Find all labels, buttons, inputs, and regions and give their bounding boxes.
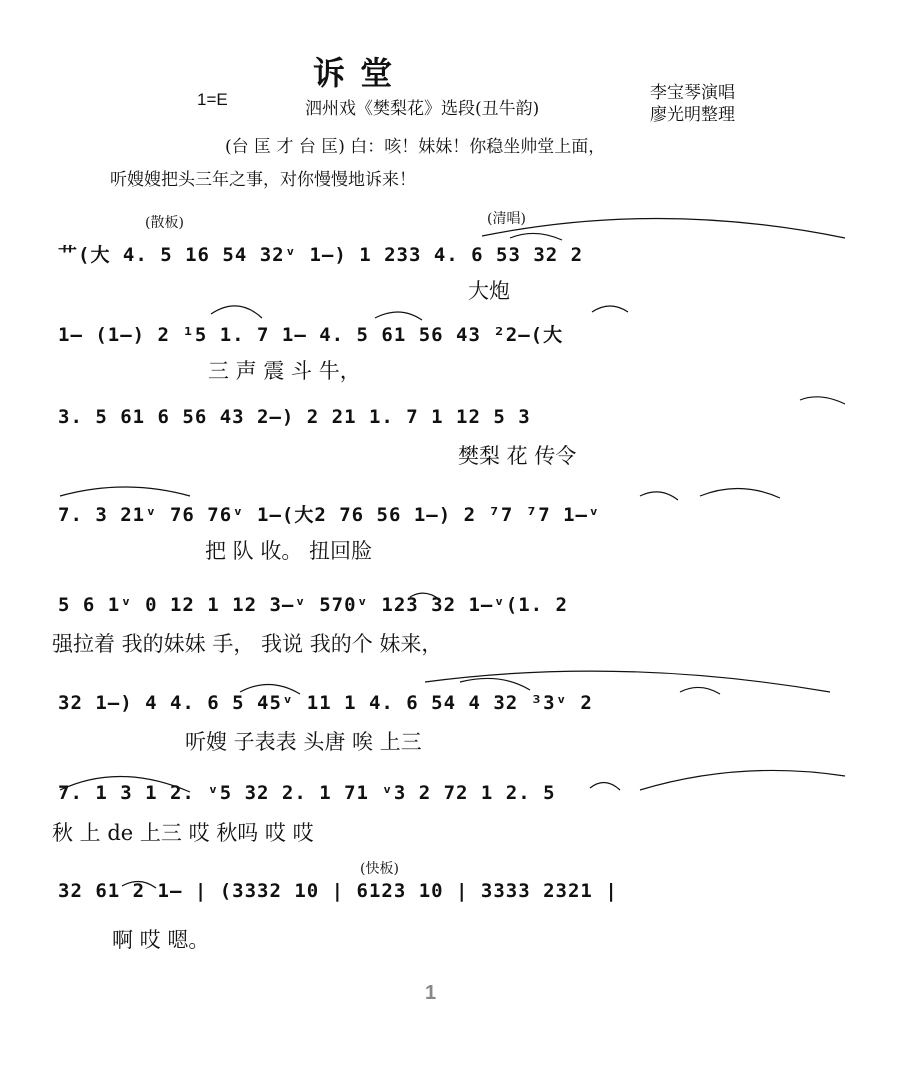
song-title: 诉 堂 [313,54,395,92]
page-number: 1 [425,982,437,1004]
lyrics-system-4: 把 队 收。 扭回脸 [205,539,373,563]
notation-system-1: 艹(大 4. 5 16 54 32ᵛ 1—) 1 233 4. 6 53 32 2 [58,244,584,266]
arranger-credit: 廖光明整理 [650,105,735,125]
lyrics-system-5: 强拉着 我的妹妹 手， 我说 我的个 妹来， [52,632,443,656]
qingchang-mark: (清唱) [487,211,526,227]
notation-system-3: 3. 5 61 6 56 43 2—) 2 21 1. 7 1 12 5 3 [58,406,531,428]
notation-system-8: 32 61 2 1— | (3332 10 | 6123 10 | 3333 2321 | [58,880,618,902]
speech-line-2: 听嫂嫂把头三年之事，对你慢慢地诉来！ [110,170,416,190]
singer-credit: 李宝琴演唱 [650,83,735,103]
notation-system-4: 7. 3 21ᵛ 76 76ᵛ 1—(大2 76 56 1—) 2 ⁷7 ⁷7 1—ᵛ [58,504,601,526]
notation-system-7: 7. 1 3 1 2. ᵛ5 32 2. 1 71 ᵛ3 2 72 1 2. 5 [58,782,556,804]
notation-system-5: 5 6 1ᵛ 0 12 1 12 3—ᵛ 570ᵛ 123 32 1—ᵛ(1. 2 [58,594,568,616]
notation-system-6: 32 1—) 4 4. 6 5 45ᵛ 11 1 4. 6 54 4 32 ³3ᵛ 2 [58,692,593,714]
kuaiban-mark: (快板) [360,861,399,877]
lyrics-system-6: 听嫂 子表表 头唐 唉 上三 [185,730,422,754]
subtitle: 泗州戏《樊梨花》选段(丑牛韵) [305,99,540,119]
lyrics-system-8: 啊 哎 嗯。 [112,928,210,952]
key-signature: 1=E [197,90,228,109]
lyrics-system-1: 大炮 [468,279,510,303]
lyrics-system-3: 樊梨 花 传令 [458,444,577,468]
sanban-mark: (散板) [145,215,184,231]
lyrics-system-2: 三 声 震 斗 牛， [208,359,361,383]
speech-line-1: (台 匡 才 台 匡) 白：咳！妹妹！你稳坐帅堂上面， [225,137,606,157]
notation-system-2: 1— (1—) 2 ¹5 1. 7 1— 4. 5 61 56 43 ²2—(大 [58,324,564,346]
lyrics-system-7: 秋 上 de 上三 哎 秋吗 哎 哎 [52,821,314,845]
